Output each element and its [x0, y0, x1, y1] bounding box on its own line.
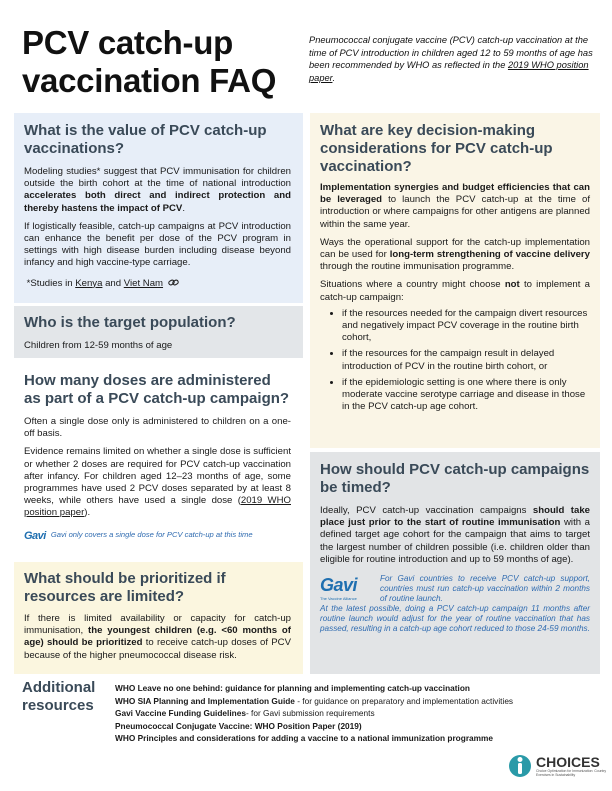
doses-paragraph-2: Evidence remains limited on whether a single dose is sufficient or whether 2 doses are required for PCV catch-up vaccination after infancy. For children aged 12–23 months of age, some programmes have used 2 PCV doses separated by at least 8 weeks, while others have used a single dose (2019 WHO position paper).: [24, 446, 291, 519]
value-section: [14, 113, 303, 303]
resource-item[interactable]: WHO Leave no one behind: guidance for planning and implementing catch-up vaccination: [115, 683, 470, 693]
target-population-text: Children from 12-59 months of age: [24, 340, 173, 351]
gavi-logo: Gavi: [24, 529, 46, 542]
page-title: PCV catch-up vaccination FAQ: [22, 24, 277, 99]
choices-emblem-icon: [508, 752, 532, 780]
value-paragraph-2: If logistically feasible, catch-up campaigns at PCV introduction can enhance the benefit per dose of the PCV program in settings with high disease burden including disease beyond infancy and high vaccine-type carriage.: [24, 220, 291, 269]
considerations-paragraph-1: Implementation synergies and budget efficiencies that can be leveraged to launch the PCV catch-up at the time of introduction or where campaigns for other antigens are planned within the same year.: [320, 182, 590, 230]
resources-heading: Additional resources: [22, 679, 96, 714]
list-item: • if the epidemiologic setting is one where there is only moderate vaccine serotype carriage and disease in those in the PCV catch-up age cohort.: [342, 377, 590, 414]
list-item: • if the resources needed for the campaign divert resources and negatively impact PCV coverage in the routine birth cohort,: [342, 308, 590, 345]
list-item: • if the resources for the campaign result in delayed introduction of PCV in the routine birth cohort, or: [342, 348, 590, 372]
prioritize-heading: What should be prioritized if resources are limited?: [24, 570, 226, 605]
resource-item[interactable]: WHO SIA Planning and Implementation Guide - for guidance on preparatory and implementation activities: [115, 695, 514, 706]
doses-paragraph-1: Often a single dose only is administered to children on a one-off basis.: [24, 416, 291, 440]
doses-heading: How many doses are administered as part of a PCV catch-up campaign?: [24, 372, 290, 407]
who-position-paper-link-2[interactable]: 2019 WHO position paper: [24, 495, 291, 519]
prioritize-section: [14, 562, 303, 674]
considerations-section: [310, 113, 600, 448]
viet-nam-study-link[interactable]: Viet Nam: [123, 277, 164, 289]
considerations-paragraph-2: Ways the operational support for the catch-up implementation can be used for long-term strengthening of vaccine delivery through the routine immunisation programme.: [320, 236, 590, 273]
considerations-heading: What are key decision-making considerations for PCV catch-up vaccination?: [320, 122, 553, 175]
considerations-list: [320, 308, 590, 414]
intro-text: Pneumococcal conjugate vaccine (PCV) catch-up vaccination at the time of PCV introduction in children aged 12 to 59 months of age has been recommended by WHO as reflected in the 2019 WHO position paper.: [309, 35, 593, 83]
gavi-logo: Gavi The Vaccine Alliance: [320, 575, 358, 602]
gavi-note-timing: Gavi The Vaccine Alliance For Gavi countries to receive PCV catch-up support, countries must run catch-up vaccination within 2 months of routine launch. At the latest possible, doing a PCV catch-up campaign 11 months after routine launch would adjust for the year of routine vaccination that has passed, resulting in a catch-up age cohort reduced to those 24-59 months.: [320, 574, 590, 634]
link-icon: [168, 278, 179, 287]
considerations-paragraph-3: Situations where a country might choose not to implement a catch-up campaign:: [320, 279, 590, 303]
target-population-section: [14, 306, 303, 358]
prioritize-paragraph: If there is limited availability or capacity for catch-up immunisation, the youngest children (e.g. <60 months of age) should be prioritized to receive catch-up doses of PCV because of the higher pneumococcal disease risk.: [24, 613, 292, 661]
value-paragraph-1: Modeling studies* suggest that PCV immunisation for children outside the birth cohort at the time of national introduction accelerates both direct and indirect protection and thereby hastens the impact of PCV.: [24, 166, 291, 214]
gavi-note-doses: Gavi Gavi only covers a single dose for PCV catch-up at this time: [24, 529, 253, 542]
resource-item[interactable]: WHO Principles and considerations for adding a vaccine to a national immunization programme: [115, 733, 494, 744]
value-heading: What is the value of PCV catch-up vaccinations?: [24, 122, 267, 157]
timing-paragraph: Ideally, PCV catch-up vaccination campaigns should take place just prior to the start of routine immunisation with a defined target age cohort for the campaign that aims to target the largest number of children possible (i.e. children older than eligible for routine introduction and up to 59 months of age).: [320, 505, 590, 565]
who-position-paper-link[interactable]: 2019 WHO position paper: [309, 60, 589, 83]
resources-list: [115, 682, 595, 745]
studies-line: *Studies in Kenya and Viet Nam: [24, 278, 291, 290]
target-population-heading: Who is the target population?: [24, 314, 236, 331]
kenya-study-link[interactable]: Kenya: [75, 277, 103, 289]
resource-item[interactable]: Pneumococcal Conjugate Vaccine: WHO Position Paper (2019): [115, 720, 362, 731]
choices-logo: CHOICES Choice Optimization for Immunization: Country Exercises in Sustainability: [508, 752, 612, 780]
timing-heading: How should PCV catch-up campaigns be timed?: [320, 461, 590, 496]
resource-item[interactable]: Gavi Vaccine Funding Guidelines- for Gavi submission requirements: [115, 708, 375, 719]
timing-section: [310, 452, 600, 674]
doses-section: [14, 364, 303, 558]
